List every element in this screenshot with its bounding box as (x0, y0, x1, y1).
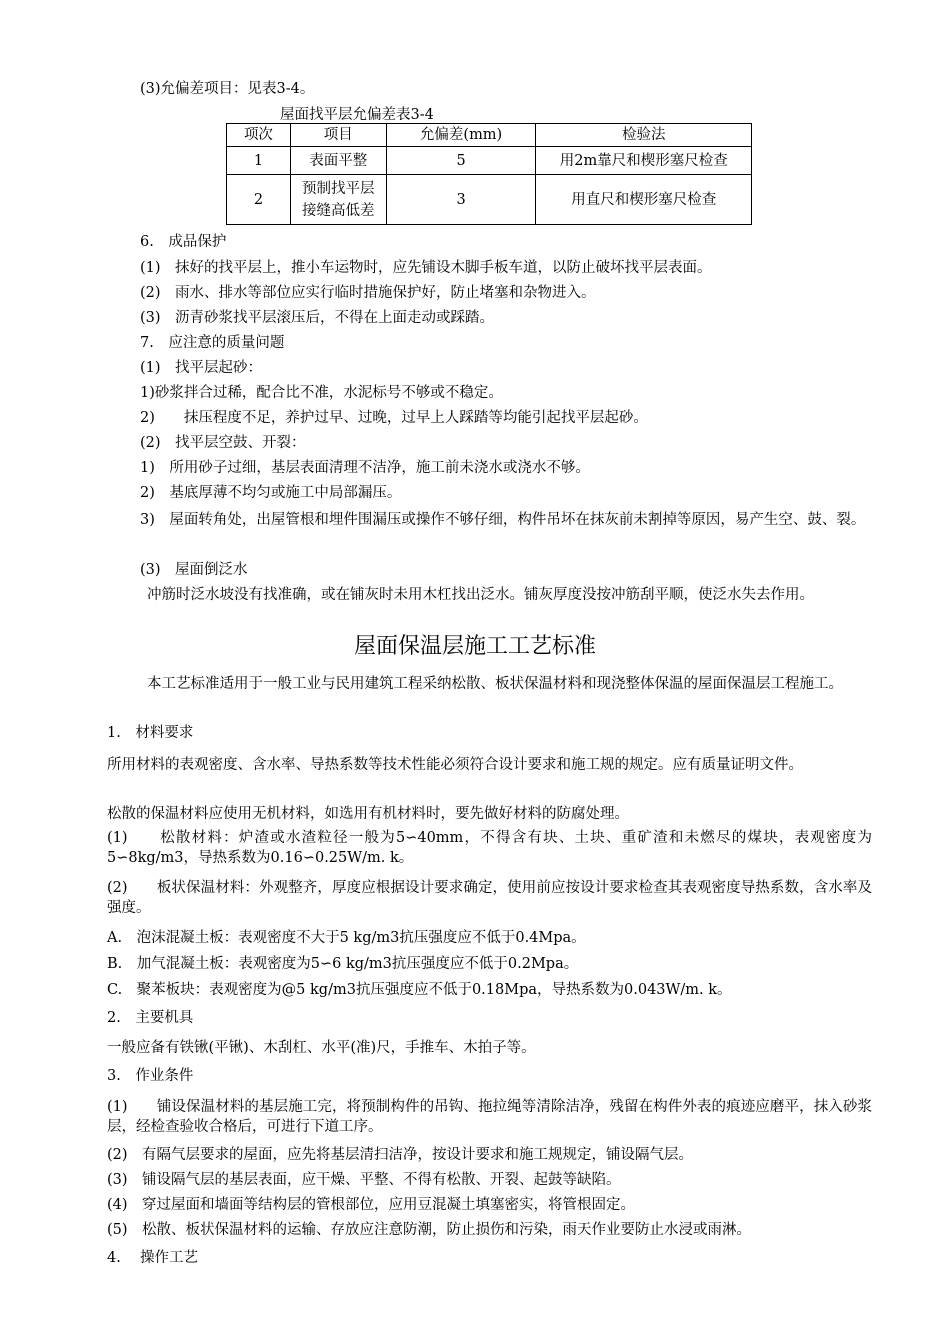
section-heading: 4. 操作工艺 (107, 1250, 198, 1266)
list-item: 2) 基底厚薄不均匀或施工中局部漏压。 (140, 485, 402, 501)
subsection-heading: (1) 找平层起砂： (140, 360, 263, 376)
paragraph-tolerance-ref: (3)允偏差项目：见表3-4。 (140, 81, 315, 97)
list-item: 3) 屋面转角处，出屋管根和埋件围漏压或操作不够仔细，构件吊坏在抹灰前未割掉等原因，易产生空、鼓、裂。 (140, 512, 866, 528)
list-item: (2) 有隔气层要求的屋面，应先将基层清扫洁净，按设计要求和施工规规定，铺设隔气层。 (107, 1147, 694, 1163)
subsection-heading: (3) 屋面倒泛水 (140, 562, 248, 578)
paragraph: 所用材料的表观密度、含水率、导热系数等技术性能必须符合设计要求和施工规的规定。应有质量证明文件。 (107, 757, 803, 773)
list-item: A. 泡沫混凝土板：表观密度不大于5 kg/m3抗压强度应不低于0.4Mpa。 (107, 930, 586, 946)
table-cell: 5 (386, 147, 536, 175)
list-item: (5) 松散、板状保温材料的运输、存放应注意防潮，防止损伤和污染，雨天作业要防止水浸或雨淋。 (107, 1222, 752, 1238)
list-item: (2) 雨水、排水等部位应实行临时措施保护好，防止堵塞和杂物进入。 (140, 285, 596, 301)
section-heading: 6. 成品保护 (140, 234, 227, 250)
table-header-cell: 项目 (290, 124, 386, 147)
list-item: (1) 抹好的找平层上，推小车运物时，应先铺设木脚手板车道，以防止破坏找平层表面。 (140, 260, 712, 276)
table-cell: 用2m靠尺和楔形塞尺检查 (536, 147, 752, 175)
table-header-cell: 允偏差(mm) (386, 124, 536, 147)
table-cell: 3 (386, 175, 536, 225)
section-heading: 3. 作业条件 (107, 1068, 194, 1084)
list-item: (3) 沥青砂浆找平层滚压后，不得在上面走动或踩踏。 (140, 310, 495, 326)
list-item: 2) 抹压程度不足，养护过早、过晚，过早上人踩踏等均能引起找平层起砂。 (140, 410, 648, 426)
list-item: 1)砂浆拌合过稀，配合比不准，水泥标号不够或不稳定。 (140, 385, 503, 401)
paragraph: 松散的保温材料应使用无机材料，如选用有机材料时，要先做好材料的防腐处理。 (107, 806, 629, 822)
table-header-row (227, 124, 752, 147)
table-cell: 表面平整 (290, 147, 386, 175)
paragraph: 冲筋时泛水坡没有找准确，或在铺灰时未用木杠找出泛水。铺灰厚度没按冲筋刮平顺，使泛水失去作用。 (147, 587, 814, 603)
list-item: C. 聚苯板块：表观密度为@5 kg/m3抗压强度应不低于0.18Mpa，导热系数为0.043W/m. k。 (107, 982, 732, 998)
table-cell-line: 接缝高低差 (302, 202, 375, 219)
table-cell: 用直尺和楔形塞尺检查 (536, 175, 752, 225)
page-title: 屋面保温层施工工艺标准 (353, 634, 596, 659)
list-item: (3) 铺设隔气层的基层表面，应干燥、平整、不得有松散、开裂、起鼓等缺陷。 (107, 1172, 621, 1188)
section-heading: 7. 应注意的质量问题 (140, 335, 285, 351)
list-item: (1) 铺设保温材料的基层施工完，将预制构件的吊钩、拖拉绳等清除洁净，残留在构件外表的痕迹应磨平，抹入砂浆层，经检查验收合格后，可进行下道工序。 (107, 1099, 872, 1135)
table-caption: 屋面找平层允偏差表3-4 (280, 107, 434, 123)
list-item: (4) 穿过屋面和墙面等结构层的管根部位，应用豆混凝土填塞密实，将管根固定。 (107, 1197, 636, 1213)
subsection-heading: (2) 找平层空鼓、开裂： (140, 435, 306, 451)
list-item: B. 加气混凝土板：表观密度为5∽6 kg/m3抗压强度应不低于0.2Mpa。 (107, 956, 579, 972)
section-heading: 2. 主要机具 (107, 1010, 194, 1026)
section-heading: 1. 材料要求 (107, 725, 194, 741)
table-header-cell: 检验法 (536, 124, 752, 147)
table-cell-line: 预制找平层 (302, 180, 375, 197)
table-header-cell: 项次 (227, 124, 291, 147)
table-row (227, 175, 752, 225)
table-cell: 2 (227, 175, 291, 225)
table-row (227, 147, 752, 175)
table-cell: 1 (227, 147, 291, 175)
paragraph: 本工艺标准适用于一般工业与民用建筑工程采纳松散、板状保温材料和现浇整体保温的屋面保温层工程施工。 (147, 676, 843, 692)
list-item: 1) 所用砂子过细，基层表面清理不洁净，施工前未浇水或浇水不够。 (140, 460, 590, 476)
tolerance-table (226, 123, 752, 225)
paragraph: 一般应备有铁锹(平锹)、木刮杠、水平(准)尺，手推车、木拍子等。 (107, 1040, 536, 1056)
list-item: (2) 板状保温材料：外观整齐，厚度应根据设计要求确定，使用前应按设计要求检查其表观密度导热系数，含水率及强度。 (107, 880, 872, 916)
list-item: (1) 松散材料：炉渣或水渣粒径一般为5∽40mm，不得含有块、土块、重矿渣和未燃尽的煤块，表观密度为5∽8kg/m3，导热系数为0.16∽0.25W/m. k。 (107, 830, 872, 866)
table-cell (290, 175, 386, 225)
